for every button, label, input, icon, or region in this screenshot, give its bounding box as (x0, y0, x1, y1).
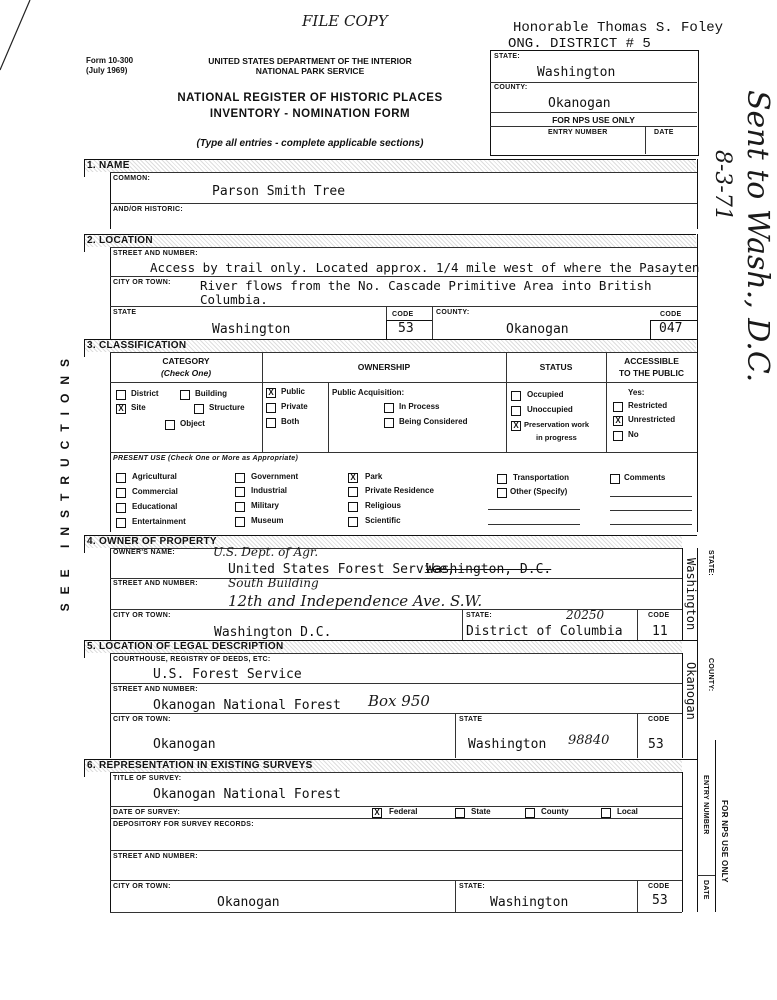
object-checkbox[interactable] (165, 420, 175, 430)
district-option: District (131, 389, 159, 398)
private-residence-option: Private Residence (365, 486, 434, 495)
park-checkbox[interactable]: X (348, 473, 358, 483)
legal-code-value: 53 (648, 737, 664, 752)
survey-city-value: Okanogan (217, 895, 280, 910)
location-code-label: CODE (392, 311, 414, 318)
local-option: Local (617, 807, 638, 816)
box-number-handwritten: Box 950 (368, 692, 430, 710)
form-instructions: (Type all entries - complete applicable sections) (196, 138, 424, 149)
private-residence-checkbox[interactable] (348, 487, 358, 497)
survey-street-label: STREET AND NUMBER: (113, 853, 198, 860)
building-option: Building (195, 389, 227, 398)
public-checkbox[interactable]: X (266, 388, 276, 398)
unrestricted-checkbox[interactable]: X (613, 416, 623, 426)
owner-street-handwritten-2: 12th and Independence Ave. S.W. (228, 592, 483, 610)
sent-date-note: 8-3-71 (710, 150, 735, 221)
restricted-checkbox[interactable] (613, 402, 623, 412)
industrial-checkbox[interactable] (235, 487, 245, 497)
state-checkbox[interactable] (455, 808, 465, 818)
section-5-title: 5. LOCATION OF LEGAL DESCRIPTION (87, 641, 284, 652)
owner-street-label: STREET AND NUMBER: (113, 580, 198, 587)
date-label: DATE (654, 129, 674, 136)
restricted-option: Restricted (628, 401, 668, 410)
owner-zip-handwritten: 20250 (566, 608, 605, 622)
sent-to-note: Sent to Wash., D.C. (740, 90, 775, 383)
district-checkbox[interactable] (116, 390, 126, 400)
congressman-name: Honorable Thomas S. Foley (513, 20, 724, 36)
both-checkbox[interactable] (266, 418, 276, 428)
private-option: Private (281, 402, 308, 411)
government-option: Government (251, 472, 299, 481)
location-city-value-1: River flows from the No. Cascade Primitive Area into British (200, 278, 652, 293)
agricultural-checkbox[interactable] (116, 473, 126, 483)
legal-street-label: STREET AND NUMBER: (113, 686, 198, 693)
side-nps-box (697, 740, 698, 912)
side-state-value: Washington (684, 558, 698, 631)
check-one-note: (Check One) (160, 368, 212, 378)
agency-line-1: UNITED STATES DEPARTMENT OF THE INTERIOR (208, 56, 412, 66)
section-2-title: 2. LOCATION (87, 235, 153, 246)
in-process-checkbox[interactable] (384, 403, 394, 413)
courthouse-label: COURTHOUSE, REGISTRY OF DEEDS, ETC: (113, 656, 271, 663)
state-label: STATE: (494, 53, 521, 60)
museum-option: Museum (251, 516, 284, 525)
legal-state-label: STATE (459, 716, 483, 723)
preservation-option: Preservation work (524, 420, 590, 429)
building-checkbox[interactable] (180, 390, 190, 400)
scientific-checkbox[interactable] (348, 517, 358, 527)
location-code-value: 53 (398, 321, 414, 336)
depository-label: DEPOSITORY FOR SURVEY RECORDS: (113, 821, 254, 828)
military-option: Military (251, 501, 280, 510)
entertainment-checkbox[interactable] (116, 518, 126, 528)
structure-option: Structure (209, 403, 245, 412)
section-3-title: 3. CLASSIFICATION (87, 340, 187, 351)
park-option: Park (365, 472, 383, 481)
owner-name-handwritten: U.S. Dept. of Agr. (213, 545, 319, 559)
location-county-value: Okanogan (506, 322, 569, 337)
section-4-title: 4. OWNER OF PROPERTY (87, 536, 217, 547)
form-title-1: NATIONAL REGISTER OF HISTORIC PLACES (177, 92, 443, 104)
preservation-checkbox[interactable]: X (511, 421, 521, 431)
form-number: Form 10-300 (86, 56, 134, 65)
state-value: Washington (537, 65, 616, 80)
owner-street-handwritten-1: South Building (228, 576, 319, 590)
occupied-checkbox[interactable] (511, 391, 521, 401)
unrestricted-option: Unrestricted (628, 415, 676, 424)
unoccupied-option: Unoccupied (527, 405, 573, 414)
religious-option: Religious (365, 501, 402, 510)
federal-option: Federal (389, 807, 418, 816)
county-label: COUNTY: (494, 84, 528, 91)
owner-name-value: United States Forest Service, (228, 562, 455, 577)
comments-option: Comments (624, 473, 666, 482)
industrial-option: Industrial (251, 486, 288, 495)
location-city-value-2: Columbia. (200, 292, 268, 307)
to-public-header: TO THE PUBLIC (618, 368, 684, 378)
owner-city-value: Washington D.C. (214, 625, 332, 640)
side-nps-use-only: FOR NPS USE ONLY (720, 800, 729, 883)
federal-checkbox[interactable]: X (372, 808, 382, 818)
owner-code-label: CODE (648, 612, 670, 619)
form-title-2: INVENTORY - NOMINATION FORM (209, 108, 411, 120)
survey-code-label: CODE (648, 883, 670, 890)
being-considered-checkbox[interactable] (384, 418, 394, 428)
legal-code-label: CODE (648, 716, 670, 723)
survey-title-value: Okanogan National Forest (153, 787, 341, 802)
side-state-label: STATE: (707, 550, 714, 577)
scientific-option: Scientific (365, 516, 401, 525)
side-date: DATE (702, 880, 709, 900)
in-process-option: In Process (399, 402, 440, 411)
transportation-checkbox[interactable] (497, 474, 507, 484)
transportation-option: Transportation (513, 473, 570, 482)
ownership-header: OWNERSHIP (357, 362, 411, 372)
survey-state-label: STATE: (459, 883, 486, 890)
survey-state-value: Washington (490, 895, 569, 910)
agricultural-option: Agricultural (132, 472, 177, 481)
present-use-label: PRESENT USE (Check One or More as Appropriate) (113, 455, 299, 462)
survey-city-label: CITY OR TOWN: (113, 883, 171, 890)
public-option: Public (281, 387, 306, 396)
location-street-value: Access by trail only. Located approx. 1/4 mile west of where the Pasayten (150, 260, 700, 275)
survey-title-label: TITLE OF SURVEY: (113, 775, 182, 782)
section-1-title: 1. NAME (87, 160, 130, 171)
location-street-label: STREET AND NUMBER: (113, 250, 198, 257)
structure-checkbox[interactable] (194, 404, 204, 414)
yes-label: Yes: (628, 388, 645, 397)
form-date: (July 1969) (86, 66, 128, 75)
occupied-option: Occupied (527, 390, 564, 399)
nps-use-label: FOR NPS USE ONLY (552, 115, 635, 125)
commercial-option: Commercial (132, 487, 178, 496)
location-state-value: Washington (212, 322, 291, 337)
both-option: Both (281, 417, 300, 426)
site-option: Site (131, 403, 146, 412)
corner-fold-mark (0, 0, 40, 80)
entertainment-option: Entertainment (132, 517, 186, 526)
category-header: CATEGORY (162, 356, 210, 366)
common-label: COMMON: (113, 175, 151, 182)
legal-state-value: Washington (468, 737, 547, 752)
survey-code-value: 53 (652, 893, 668, 908)
side-county-label: COUNTY: (707, 658, 714, 692)
legal-city-value: Okanogan (153, 737, 216, 752)
congressional-district: ONG. DISTRICT # 5 (508, 36, 651, 52)
government-checkbox[interactable] (235, 473, 245, 483)
other-checkbox[interactable] (497, 488, 507, 498)
owner-code-value: 11 (652, 624, 668, 639)
accessible-header: ACCESSIBLE (624, 356, 679, 366)
state-option: State (471, 807, 491, 816)
religious-checkbox[interactable] (348, 502, 358, 512)
owner-state-value: District of Columbia (466, 624, 623, 639)
location-code2-label: CODE (660, 311, 682, 318)
object-option: Object (180, 419, 205, 428)
agency-line-2: NATIONAL PARK SERVICE (255, 66, 365, 76)
site-checkbox[interactable]: X (116, 404, 126, 414)
side-county-value: Okanogan (684, 662, 698, 720)
educational-checkbox[interactable] (116, 503, 126, 513)
file-copy-note: FILE COPY (302, 12, 388, 30)
side-entry-number: ENTRY NUMBER (702, 775, 709, 835)
courthouse-value: U.S. Forest Service (153, 667, 302, 682)
museum-checkbox[interactable] (235, 517, 245, 527)
unoccupied-checkbox[interactable] (511, 406, 521, 416)
owner-state-label: STATE: (466, 612, 493, 619)
public-acquisition-label: Public Acquisition: (332, 388, 405, 397)
owner-name-struck: Washington, D.C. (426, 562, 552, 577)
see-instructions: SEE INSTRUCTIONS (58, 350, 72, 612)
comments-checkbox[interactable] (610, 474, 620, 484)
location-county-label: COUNTY: (436, 309, 470, 316)
no-checkbox[interactable] (613, 431, 623, 441)
being-considered-option: Being Considered (399, 417, 468, 426)
no-option: No (628, 430, 639, 439)
status-header: STATUS (539, 362, 573, 372)
survey-date-label: DATE OF SURVEY: (113, 809, 181, 816)
owner-name-label: OWNER'S NAME: (113, 549, 175, 556)
local-checkbox[interactable] (601, 808, 611, 818)
in-progress-option: in progress (536, 433, 577, 442)
commercial-checkbox[interactable] (116, 488, 126, 498)
legal-city-label: CITY OR TOWN: (113, 716, 171, 723)
owner-city-label: CITY OR TOWN: (113, 612, 171, 619)
historic-label: AND/OR HISTORIC: (113, 206, 184, 213)
section-6-title: 6. REPRESENTATION IN EXISTING SURVEYS (87, 760, 313, 771)
county-value: Okanogan (548, 96, 611, 111)
location-state-label: STATE (113, 309, 137, 316)
location-city-label: CITY OR TOWN: (113, 279, 171, 286)
common-name-value: Parson Smith Tree (212, 184, 346, 199)
legal-zip-handwritten: 98840 (568, 733, 610, 748)
county-option: County (541, 807, 569, 816)
other-option: Other (Specify) (510, 487, 568, 496)
private-checkbox[interactable] (266, 403, 276, 413)
military-checkbox[interactable] (235, 502, 245, 512)
educational-option: Educational (132, 502, 178, 511)
county-checkbox[interactable] (525, 808, 535, 818)
legal-street-value: Okanogan National Forest (153, 698, 341, 713)
entry-number-label: ENTRY NUMBER (548, 129, 608, 136)
location-code2-value: 047 (659, 321, 683, 336)
